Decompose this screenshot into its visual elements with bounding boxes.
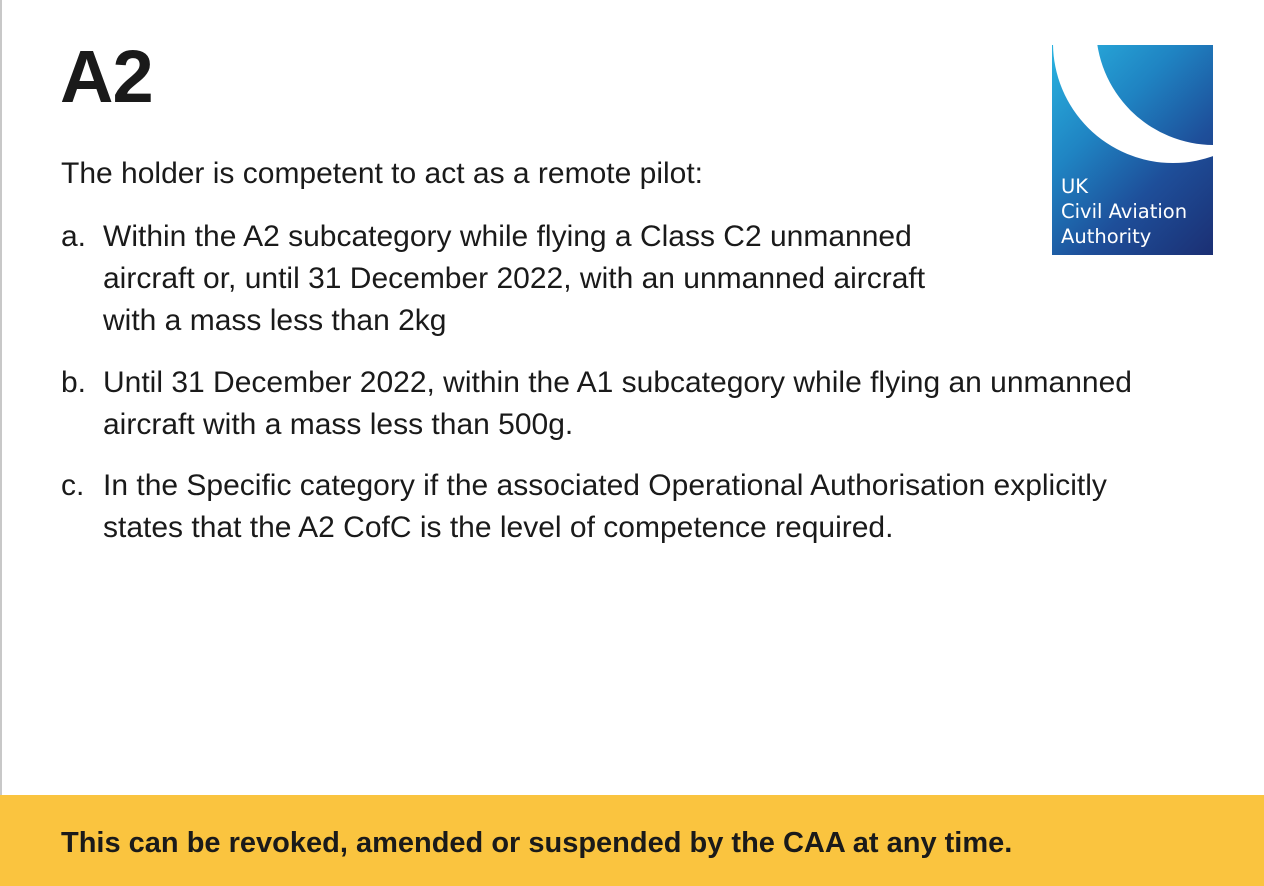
intro-text: The holder is competent to act as a remote pilot: (61, 157, 703, 190)
page-title: A2 (60, 35, 153, 118)
warning-banner-text: This can be revoked, amended or suspended by the CAA at any time. (61, 827, 1013, 859)
list-marker: a. (61, 220, 87, 253)
logo-text-uk: UK (1061, 175, 1089, 198)
list-marker: c. (61, 469, 85, 502)
list-item-text: In the Specific category if the associated Operational Authorisation explicitly states that the A2 CofC is the level of competence required. (103, 469, 1107, 544)
caa-logo (1052, 45, 1213, 255)
list-item-text: Until 31 December 2022, within the A1 subcategory while flying an unmanned aircraft with a mass less than 500g. (103, 366, 1132, 441)
page-left-edge (0, 0, 2, 886)
logo-text-authority: Authority (1061, 225, 1152, 248)
list-item-b (61, 362, 1181, 446)
list-item-text: Within the A2 subcategory while flying a Class C2 unmanned aircraft or, until 31 December 2022, with an unmanned aircraft with a mass less than 2kg (103, 220, 926, 337)
list-item-c (61, 465, 1161, 549)
list-marker: b. (61, 366, 87, 399)
logo-text-civil-aviation: Civil Aviation (1061, 200, 1188, 223)
list-item-a (61, 216, 961, 342)
